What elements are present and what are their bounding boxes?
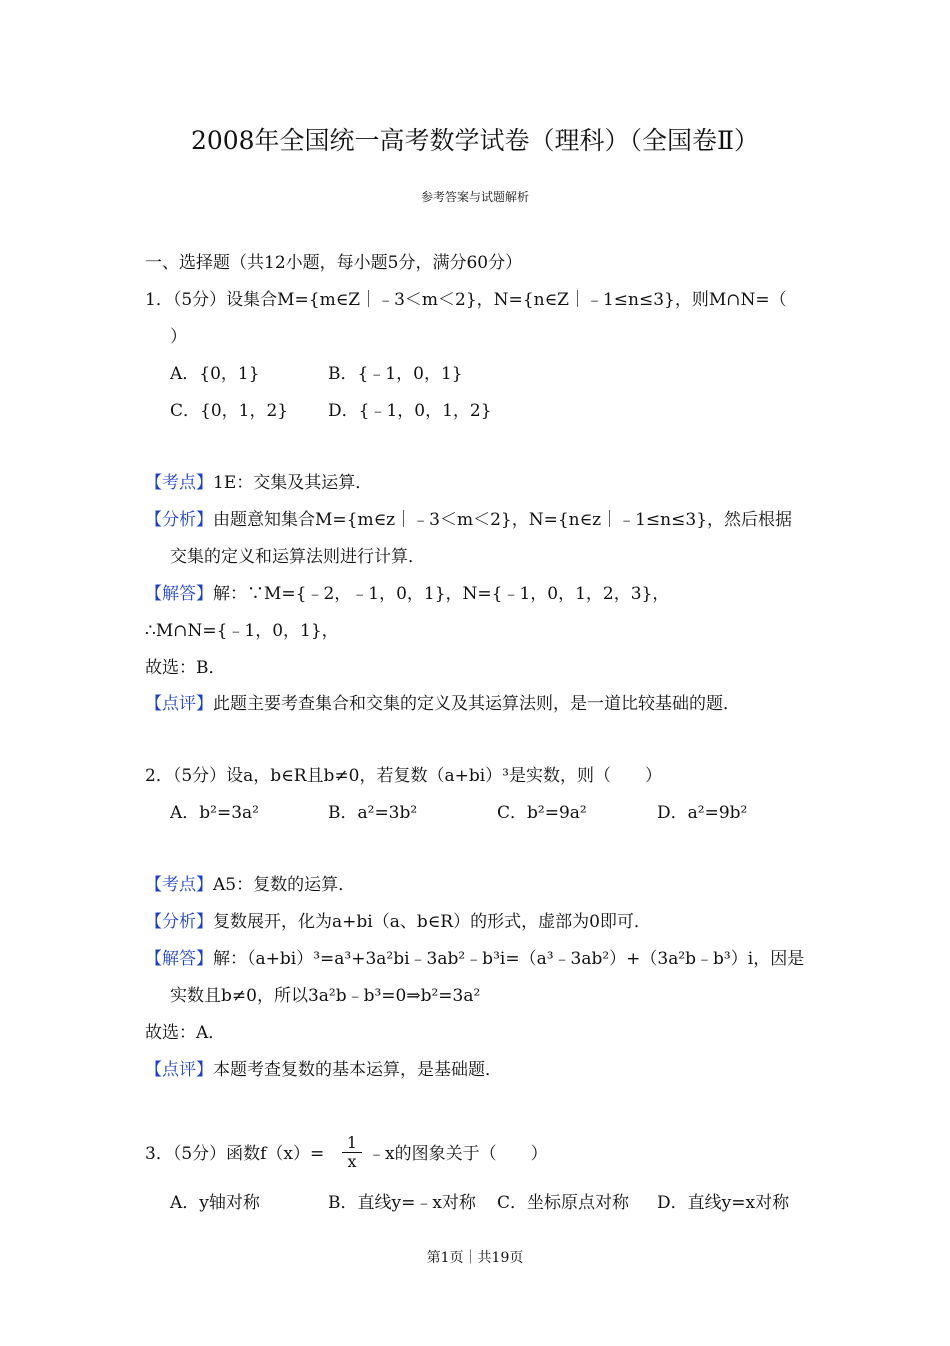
q1-option-b: B．{﹣1，0，1} — [328, 364, 463, 384]
fraction-numerator: 1 — [346, 1133, 358, 1152]
fraction-denominator: x — [342, 1152, 362, 1171]
q1-jieda-cont: ∴M∩N={﹣1，0，1}， — [145, 621, 339, 641]
page-title: 2008年全国统一高考数学试卷（理科）（全国卷Ⅱ） — [190, 126, 760, 155]
q2-dianping-text: 本题考查复数的基本运算，是基础题． — [213, 1060, 502, 1080]
q3-option-b: B．直线y=﹣x对称 — [328, 1193, 476, 1213]
q1-jieda — [145, 583, 669, 605]
q1-dianping-text: 此题主要考查集合和交集的定义及其运算法则，是一道比较基础的题． — [213, 694, 740, 714]
q2-option-a: A．b²=3a² — [170, 803, 259, 823]
q2-option-d: D．a²=9b² — [657, 803, 748, 823]
q1-answer: 故选：B． — [145, 658, 226, 678]
kaodian-tag: 【考点】 — [145, 473, 213, 493]
q3-option-d: D．直线y=x对称 — [657, 1193, 790, 1213]
q1-option-d: D．{﹣1，0，1，2} — [328, 401, 492, 421]
q2-answer: 故选：A． — [145, 1023, 226, 1043]
q2-option-c: C．b²=9a² — [497, 803, 587, 823]
q1-stem-cont: ） — [170, 327, 187, 347]
q1-fenxi — [145, 509, 792, 531]
q1-stem: 1．（5分）设集合M={m∈Z｜﹣3＜m＜2}，N={n∈Z｜﹣1≤n≤3}，则M∩N=（ — [145, 290, 787, 310]
q3-option-c: C．坐标原点对称 — [497, 1193, 630, 1213]
q1-fenxi-text: 由题意知集合M={m∈z｜﹣3＜m＜2}，N={n∈z｜﹣1≤n≤3}，然后根据 — [213, 510, 793, 530]
q3-stem-pre: 3．（5分）函数f（x）= — [145, 1144, 325, 1164]
q1-kaodian-text: 1E：交集及其运算． — [213, 473, 373, 493]
q2-kaodian — [145, 874, 355, 896]
q3-fraction — [342, 1134, 362, 1171]
q1-kaodian — [145, 472, 372, 494]
q2-fenxi — [145, 911, 651, 933]
q1-option-a: A．{0，1} — [170, 364, 260, 384]
page-footer: 第1页｜共19页 — [426, 1250, 524, 1266]
q1-option-c: C．{0，1，2} — [170, 401, 289, 421]
dianping-tag: 【点评】 — [145, 1060, 213, 1080]
q2-jieda — [145, 948, 804, 970]
q2-jieda-cont: 实数且b≠0，所以3a²b﹣b³=0⇒b²=3a² — [170, 986, 481, 1006]
section-heading: 一、选择题（共12小题，每小题5分，满分60分） — [145, 253, 523, 273]
fenxi-tag: 【分析】 — [145, 510, 213, 530]
subtitle: 参考答案与试题解析 — [420, 190, 529, 204]
q1-jieda-text: 解：∵M={﹣2，﹣1，0，1}，N={﹣1，0，1，2，3}， — [213, 584, 670, 604]
q3-option-a: A．y轴对称 — [170, 1193, 260, 1213]
q2-option-b: B．a²=3b² — [328, 803, 418, 823]
kaodian-tag: 【考点】 — [145, 875, 213, 895]
q2-stem: 2．（5分）设a，b∈R且b≠0，若复数（a+bi）³是实数，则（ ） — [145, 766, 662, 786]
q2-dianping — [145, 1059, 502, 1081]
jieda-tag: 【解答】 — [145, 949, 213, 969]
fenxi-tag: 【分析】 — [145, 912, 213, 932]
q3-stem-post: ﹣x的图象关于（ ） — [368, 1144, 548, 1164]
q2-jieda-text: 解：（a+bi）³=a³+3a²bi﹣3ab²﹣b³i=（a³﹣3ab²）+（3a²b﹣b³）i，因是 — [213, 949, 805, 969]
q1-dianping — [145, 693, 740, 715]
q2-fenxi-text: 复数展开，化为a+bi（a、b∈R）的形式，虚部为0即可． — [213, 912, 651, 932]
dianping-tag: 【点评】 — [145, 694, 213, 714]
jieda-tag: 【解答】 — [145, 584, 213, 604]
q2-kaodian-text: A5：复数的运算． — [213, 875, 356, 895]
q1-fenxi-cont: 交集的定义和运算法则进行计算． — [170, 547, 425, 567]
